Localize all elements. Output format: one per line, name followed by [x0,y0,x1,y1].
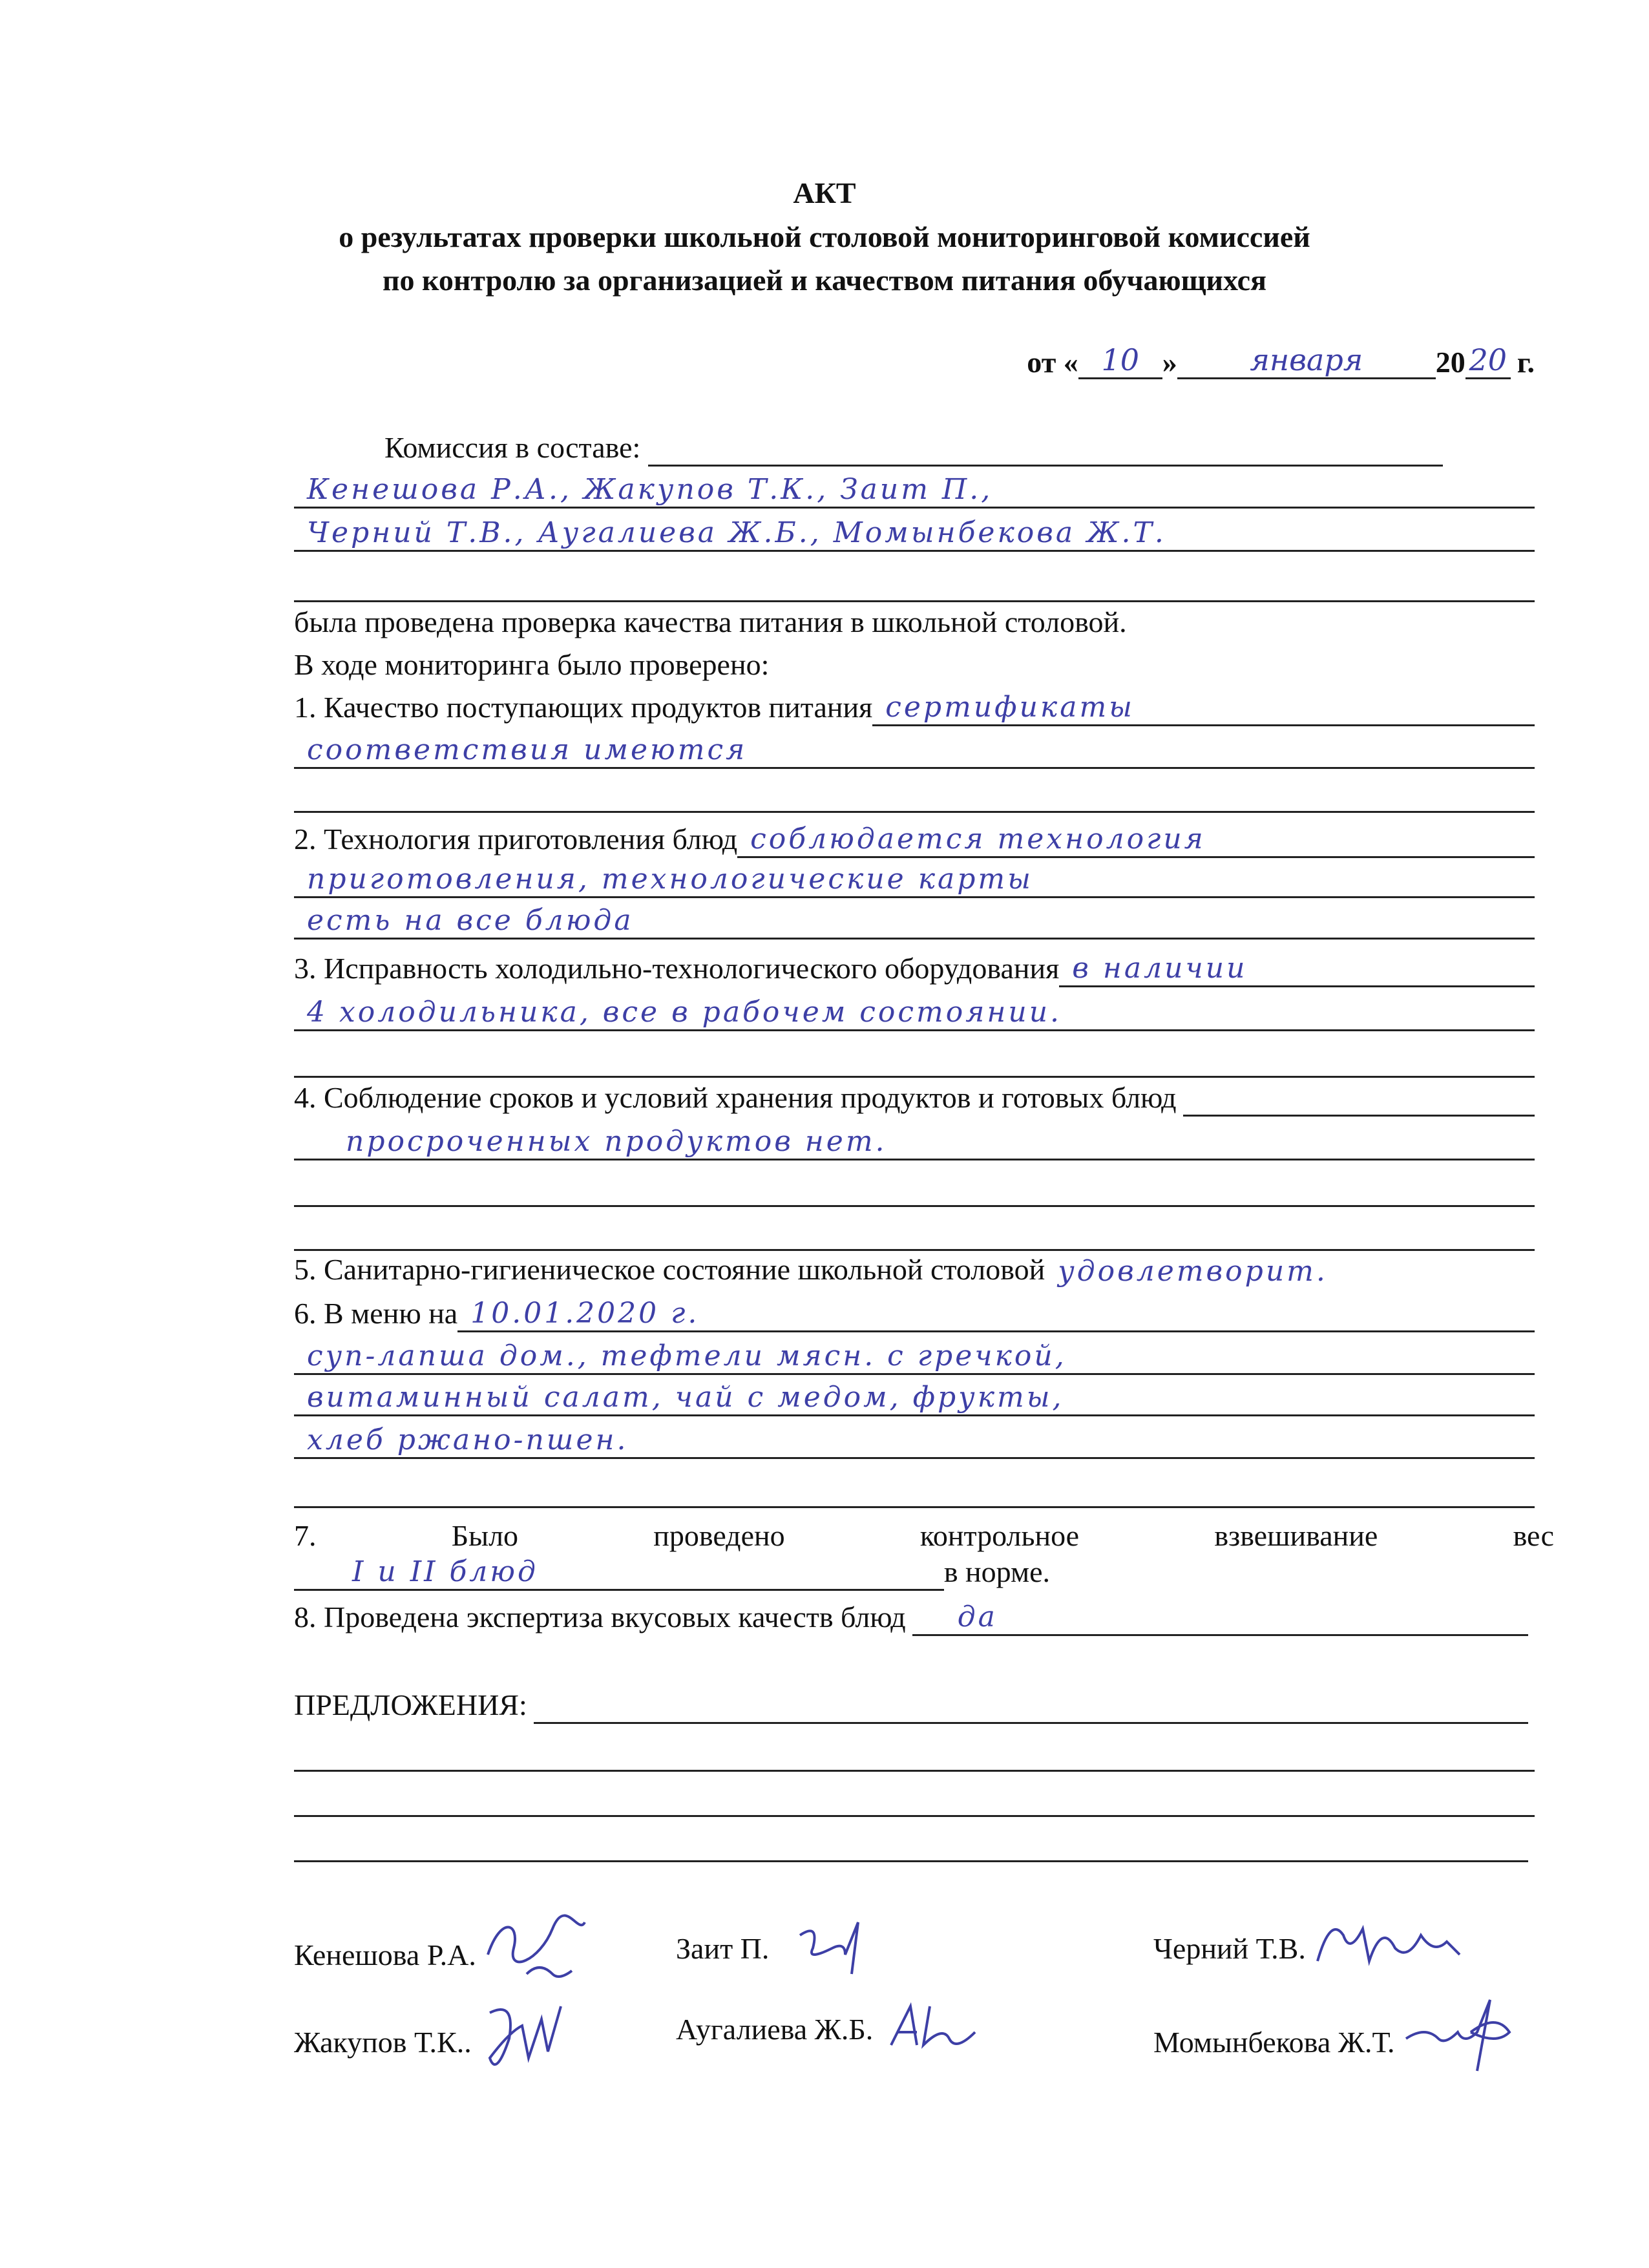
item-3-line-2 [294,991,1535,1031]
proposals [294,1684,1528,1724]
item-8-label: 8. Проведена экспертиза вкусовых качеств блюд [294,1601,906,1633]
date-day: 10 [1078,342,1162,379]
blank-line [294,773,1535,813]
item-4 [294,1076,1535,1117]
item-7-word: 7. [294,1519,317,1552]
act-date [1027,342,1535,379]
commission-label: Комиссия в составе: [384,431,641,464]
item-7-word: контрольное [919,1519,1080,1552]
item-1 [294,686,1535,726]
item-6 [294,1292,1535,1332]
item-2-line-2 [294,858,1535,898]
item-2-answer-3: есть на все блюда [307,904,634,937]
item-7 [294,1518,1554,1553]
blank-line [294,1777,1535,1817]
blank-line [294,562,1535,602]
date-month: января [1177,342,1436,379]
item-5 [294,1248,1535,1288]
item-2-label: 2. Технология приготовления блюд [294,823,738,856]
signature-keneshova [294,1909,591,2000]
intro-text-2: В ходе мониторинга было проверено: [294,648,770,681]
signature-augalieva [676,1993,988,2064]
document-subtitle-line1: о результатах проверки школьной столовой мониторинговой комиссией [339,220,1310,253]
blank-line [294,1167,1535,1207]
document-subtitle-line2: по контролю за организацией и качеством питания обучающихся [383,264,1266,297]
item-1-line-2 [294,729,1535,769]
intro-line-1 [294,601,1535,641]
blank-line [294,1211,1535,1251]
item-6-date: 10.01.2020 г. [470,1297,700,1330]
date-year-prefix: 20 [1435,346,1465,379]
blank-line [294,1822,1528,1862]
item-5-label: 5. Санитарно-гигиеническое состояние школьной столовой [294,1253,1045,1286]
item-4-answer: просроченных продуктов нет. [346,1125,887,1158]
signer-name: Аугалиева Ж.Б. [676,2012,874,2046]
item-1-answer: сертификаты [885,691,1135,724]
item-7-word: проведено [653,1519,785,1552]
signature-cherniy [1153,1909,1479,1987]
signer-name: Черний Т.В. [1153,1931,1306,1965]
item-2-answer: соблюдается технология [750,823,1206,856]
commission-line-2 [294,512,1535,552]
menu-items-3: хлеб ржано-пшен. [307,1423,629,1456]
handwritten-signature [477,1993,580,2090]
commission-line-1 [294,468,1535,509]
menu-items-2: витаминный салат, чай с медом, фрукты, [307,1381,1064,1414]
blank-line [294,1468,1535,1508]
item-7-answer: I и II блюд [352,1555,538,1588]
signer-name: Жакупов Т.К.. [294,2025,472,2059]
item-8-answer: да [957,1601,998,1633]
item-6-label: 6. В меню на [294,1297,458,1330]
menu-line-3 [294,1419,1535,1459]
date-mid: » [1162,346,1177,379]
item-2-answer-2: приготовления, технологические карты [307,863,1033,896]
signer-name: Кенешова Р.А. [294,1938,476,1971]
document-title: АКТ [793,176,856,209]
item-8 [294,1596,1528,1636]
signer-name: Заит П. [676,1931,770,1965]
signature-zhakupov [294,1993,580,2090]
signer-name: Момынбекова Ж.Т. [1153,2025,1395,2059]
handwritten-signature [1311,1909,1479,1987]
item-7-word: взвешивание [1214,1519,1378,1552]
blank-line [294,1038,1535,1078]
item-3-label: 3. Исправность холодильно-технологического оборудования [294,952,1060,985]
item-7-tail: в норме. [943,1555,1050,1588]
handwritten-signature [1400,1993,1529,2090]
commission-members-1: Кенешова Р.А., Жакупов Т.К., Заит П., [307,473,993,506]
item-7-word: Было [451,1519,519,1552]
item-3 [294,947,1535,987]
blank-line [294,1732,1535,1772]
intro-line-2 [294,644,1535,684]
intro-text-1: была проведена проверка качества питания в школьной столовой. [294,605,1127,638]
handwritten-signature [481,1909,591,2000]
handwritten-signature [774,1909,884,1987]
item-7-word: вес [1513,1519,1554,1552]
menu-line-1 [294,1335,1535,1375]
commission-members-2: Черний Т.В., Аугалиева Ж.Б., Момынбекова Ж.Т. [307,516,1166,549]
menu-items-1: суп-лапша дом., тефтели мясн. с гречкой, [307,1339,1067,1372]
date-prefix: от « [1027,346,1078,379]
date-suffix: г. [1517,346,1535,379]
menu-line-2 [294,1376,1535,1416]
item-1-answer-2: соответствия имеются [307,733,748,766]
item-2-line-3 [294,899,1535,940]
item-1-label: 1. Качество поступающих продуктов питания [294,691,873,724]
item-3-answer: в наличии [1072,952,1248,985]
item-4-label: 4. Соблюдение сроков и условий хранения продуктов и готовых блюд [294,1081,1177,1114]
item-7-line-2 [294,1551,1050,1591]
item-3-answer-2: 4 холодильника, все в рабочем состоянии. [307,996,1062,1029]
item-4-line-2 [294,1120,1535,1160]
commission-row [294,426,1535,467]
proposals-label: ПРЕДЛОЖЕНИЯ: [294,1688,527,1721]
signature-momynbekova [1153,1993,1529,2090]
date-year-suffix: 20 [1465,342,1511,379]
item-2 [294,818,1535,858]
item-5-answer: удовлетворит. [1058,1255,1328,1288]
handwritten-signature [878,1993,988,2064]
signature-zait [676,1909,884,1987]
